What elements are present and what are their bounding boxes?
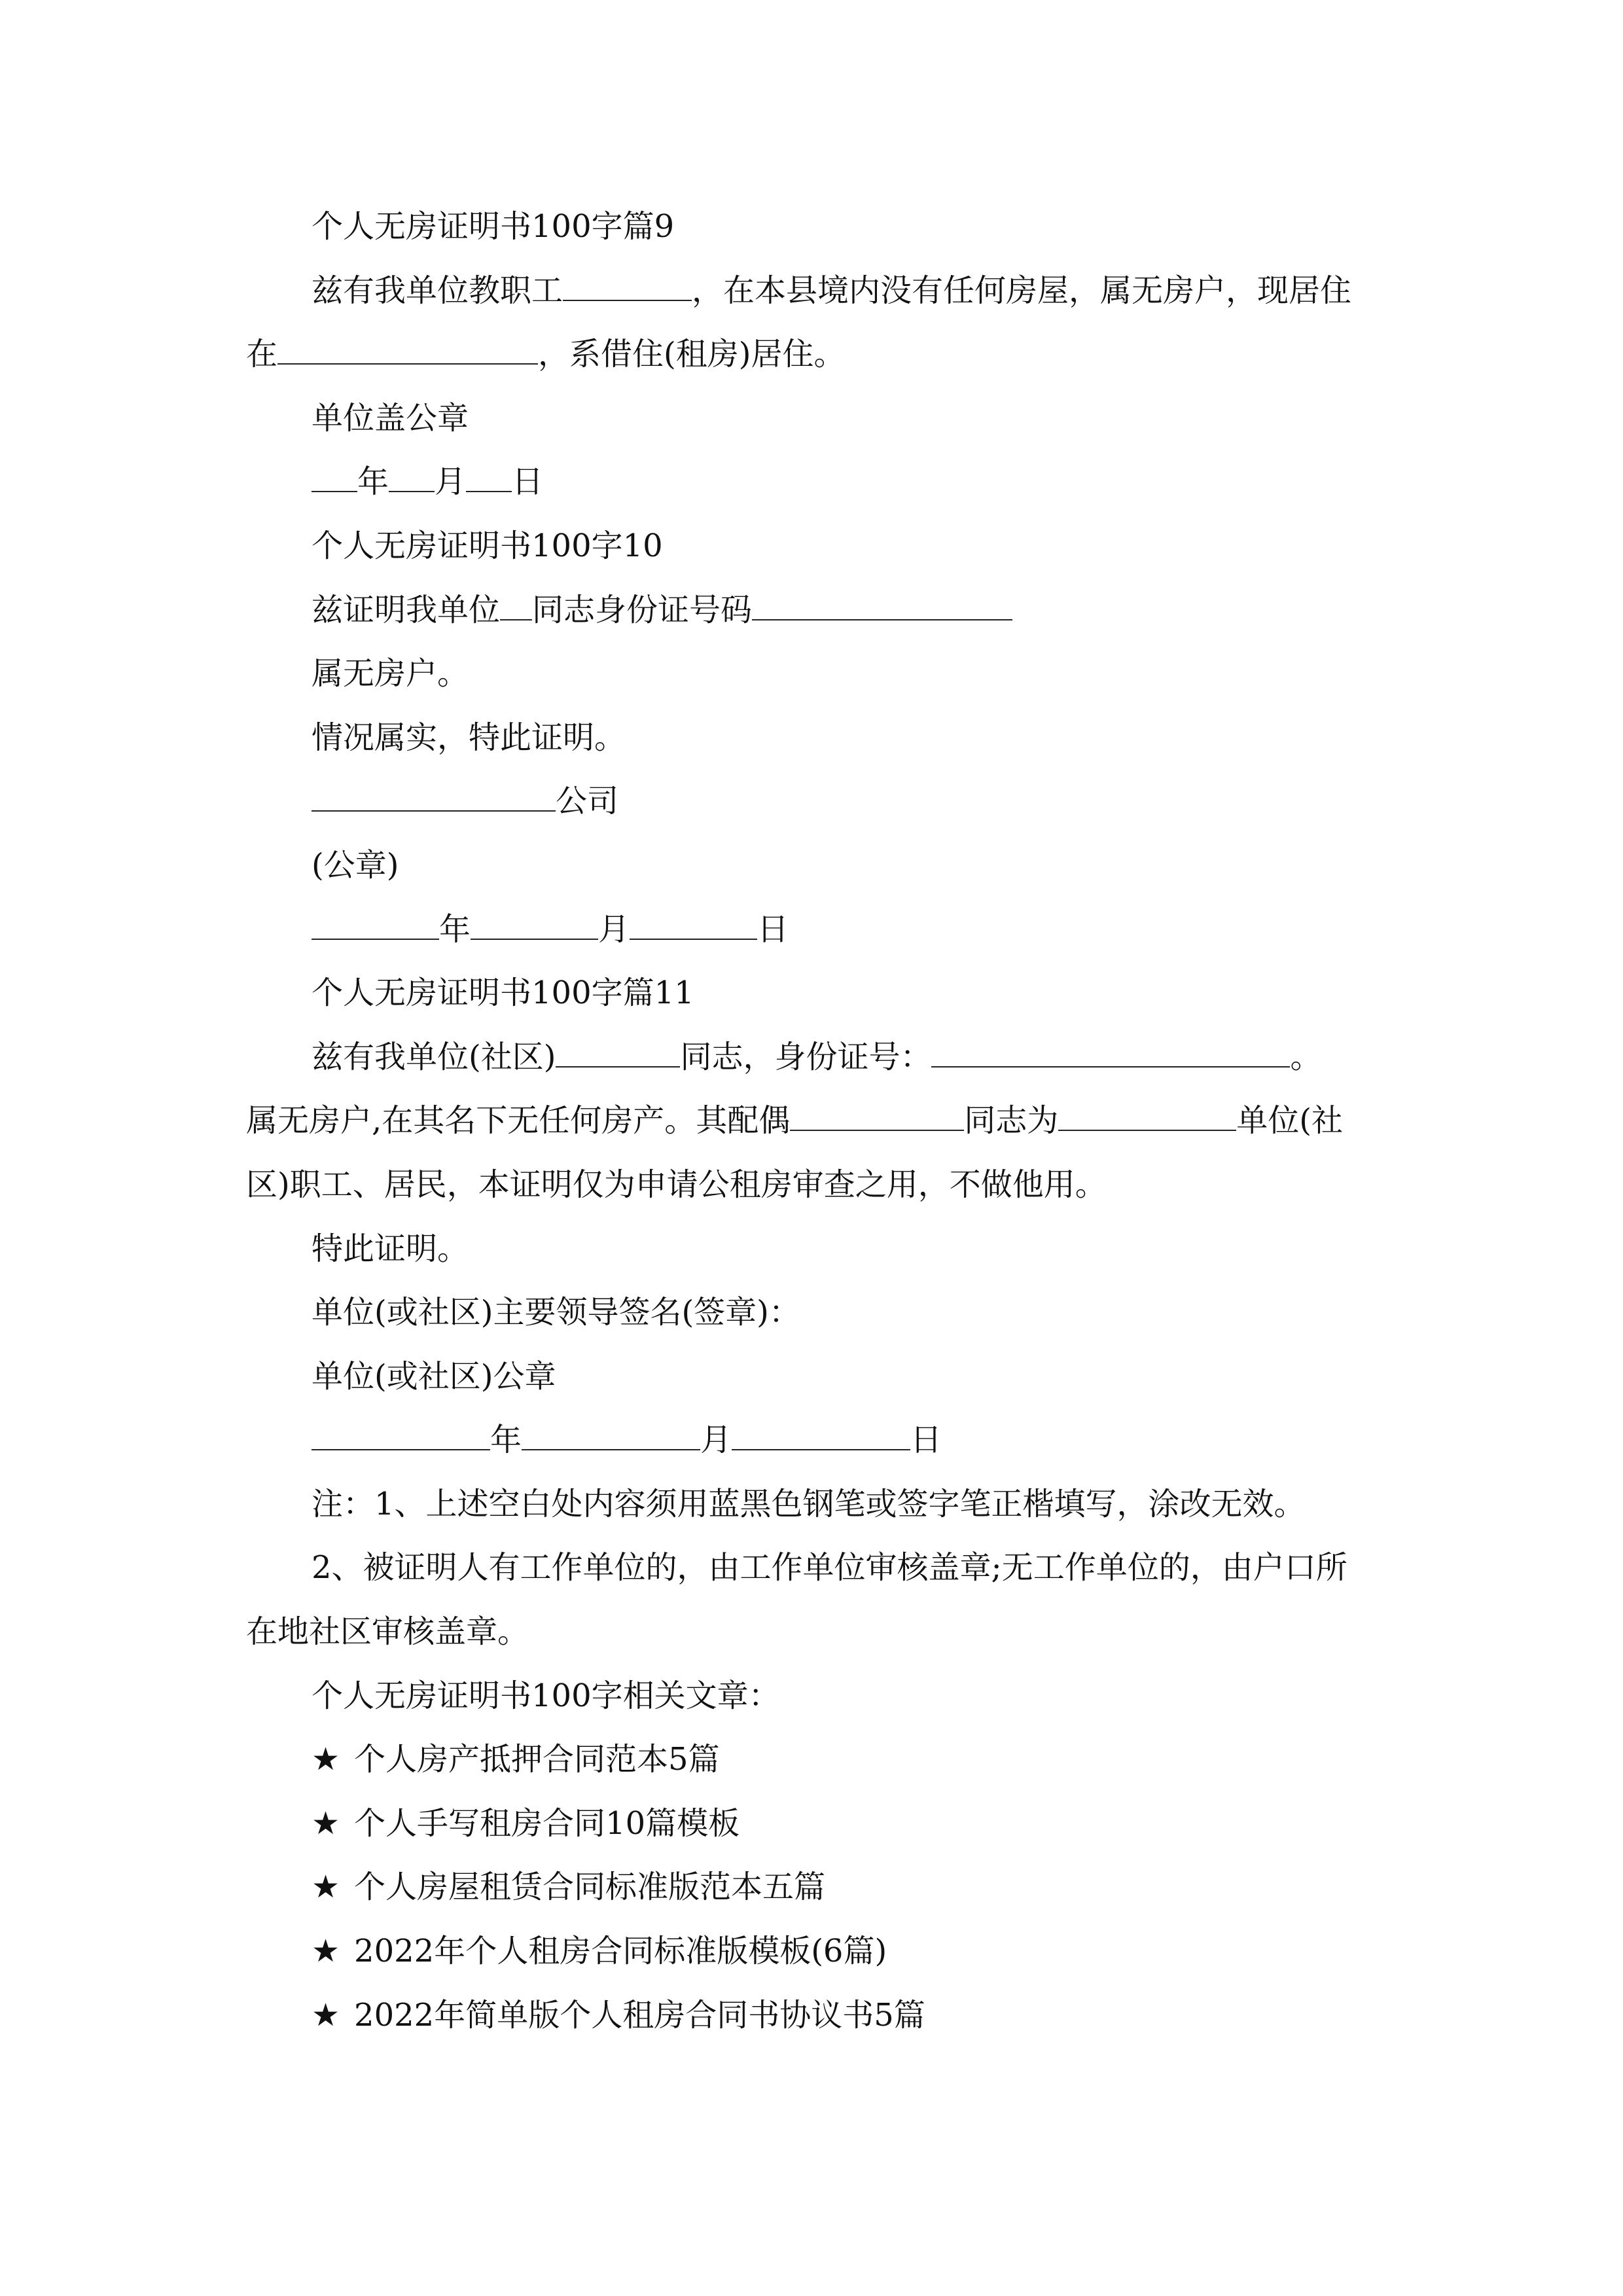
- blank-field: [312, 1423, 490, 1450]
- blank-field: [931, 1040, 1290, 1067]
- text: 同志身份证号码: [532, 591, 753, 628]
- section-11-title: 个人无房证明书100字篇11: [312, 975, 694, 1012]
- text: 月: [700, 1422, 732, 1459]
- star-icon: ★: [312, 1996, 340, 2034]
- paragraph: [246, 259, 1385, 323]
- link-text[interactable]: 个人房屋租赁合同标准版范本五篇: [354, 1869, 826, 1906]
- link-text[interactable]: 2022年简单版个人租房合同书协议书5篇: [354, 1996, 925, 2034]
- paragraph: [246, 1026, 1385, 1090]
- related-link[interactable]: [246, 1728, 1385, 1792]
- paragraph: 特此证明。: [312, 1230, 469, 1267]
- note: 2、被证明人有工作单位的，由工作单位审核盖章;无工作单位的，由户口所: [312, 1549, 1347, 1587]
- blank-field: [312, 465, 357, 492]
- signature-line: 单位(或社区)主要领导签名(签章)：: [312, 1294, 800, 1331]
- text: 日: [512, 463, 544, 501]
- paragraph: [246, 323, 1385, 387]
- text: 年: [490, 1422, 522, 1459]
- star-icon: ★: [312, 1804, 340, 1842]
- text: 月: [598, 910, 630, 948]
- text: 年: [357, 463, 389, 501]
- text: 日: [757, 910, 789, 948]
- blank-field: [1058, 1103, 1236, 1131]
- text: 兹有我单位教职工: [312, 272, 563, 309]
- star-icon: ★: [312, 1869, 340, 1906]
- blank-field: [312, 784, 556, 812]
- note: 在地社区审核盖章。: [246, 1613, 529, 1651]
- text: ，系借住(租房)居住。: [538, 336, 846, 373]
- seal-line: 单位盖公章: [312, 399, 469, 437]
- section-10-title: 个人无房证明书100字10: [312, 527, 663, 564]
- text: 兹有我单位(社区): [312, 1038, 556, 1075]
- note: 注：1、上述空白处内容须用蓝黑色钢笔或签字笔正楷填写，涂改无效。: [312, 1485, 1306, 1522]
- date-line: [246, 450, 1385, 514]
- blank-field: [466, 465, 512, 492]
- text: 属无房户,在其名下无任何房产。其配偶: [246, 1102, 791, 1139]
- text: 兹证明我单位: [312, 591, 501, 628]
- blank-field: [500, 593, 532, 620]
- date-line: [246, 898, 1385, 962]
- section-9-title: 个人无房证明书100字篇9: [312, 208, 675, 245]
- text: 同志为: [964, 1102, 1059, 1139]
- related-link[interactable]: [246, 1920, 1385, 1984]
- text: 公司: [556, 783, 619, 820]
- blank-field: [752, 593, 1012, 620]
- blank-field: [630, 912, 757, 940]
- blank-field: [277, 337, 538, 365]
- star-icon: ★: [312, 1933, 340, 1970]
- paragraph: [246, 1089, 1385, 1153]
- related-link[interactable]: [246, 1856, 1385, 1920]
- text: ，在本县境内没有任何房屋，属无房户，现居住: [692, 272, 1352, 309]
- seal-line: 单位(或社区)公章: [312, 1357, 556, 1395]
- paragraph: 属无房户。: [312, 655, 469, 692]
- date-line: [246, 1408, 1385, 1473]
- seal-line: (公章): [312, 846, 399, 884]
- related-link[interactable]: [246, 1792, 1385, 1856]
- text: 日: [910, 1422, 942, 1459]
- blank-field: [389, 465, 435, 492]
- text: 单位(社: [1236, 1102, 1344, 1139]
- link-text[interactable]: 2022年个人租房合同标准版模板(6篇): [354, 1933, 887, 1970]
- related-link[interactable]: [246, 1984, 1385, 2048]
- company-line: [246, 770, 1385, 834]
- paragraph: 区)职工、居民，本证明仅为申请公租房审查之用，不做他用。: [246, 1166, 1107, 1203]
- text: 同志，身份证号：: [680, 1038, 932, 1075]
- related-heading: 个人无房证明书100字相关文章：: [312, 1677, 780, 1714]
- blank-field: [556, 1040, 680, 1067]
- paragraph: [246, 579, 1385, 643]
- blank-field: [790, 1103, 964, 1131]
- text: 年: [439, 910, 471, 948]
- blank-field: [522, 1423, 700, 1450]
- blank-field: [563, 274, 692, 301]
- text: 在: [246, 336, 278, 373]
- star-icon: ★: [312, 1741, 340, 1778]
- text: 月: [435, 463, 467, 501]
- blank-field: [471, 912, 598, 940]
- link-text[interactable]: 个人手写租房合同10篇模板: [354, 1804, 740, 1842]
- blank-field: [312, 912, 439, 940]
- link-text[interactable]: 个人房产抵押合同范本5篇: [354, 1741, 720, 1778]
- paragraph: 情况属实，特此证明。: [312, 719, 626, 756]
- text: 。: [1290, 1038, 1322, 1075]
- blank-field: [732, 1423, 910, 1450]
- document-page: [246, 195, 1385, 2047]
